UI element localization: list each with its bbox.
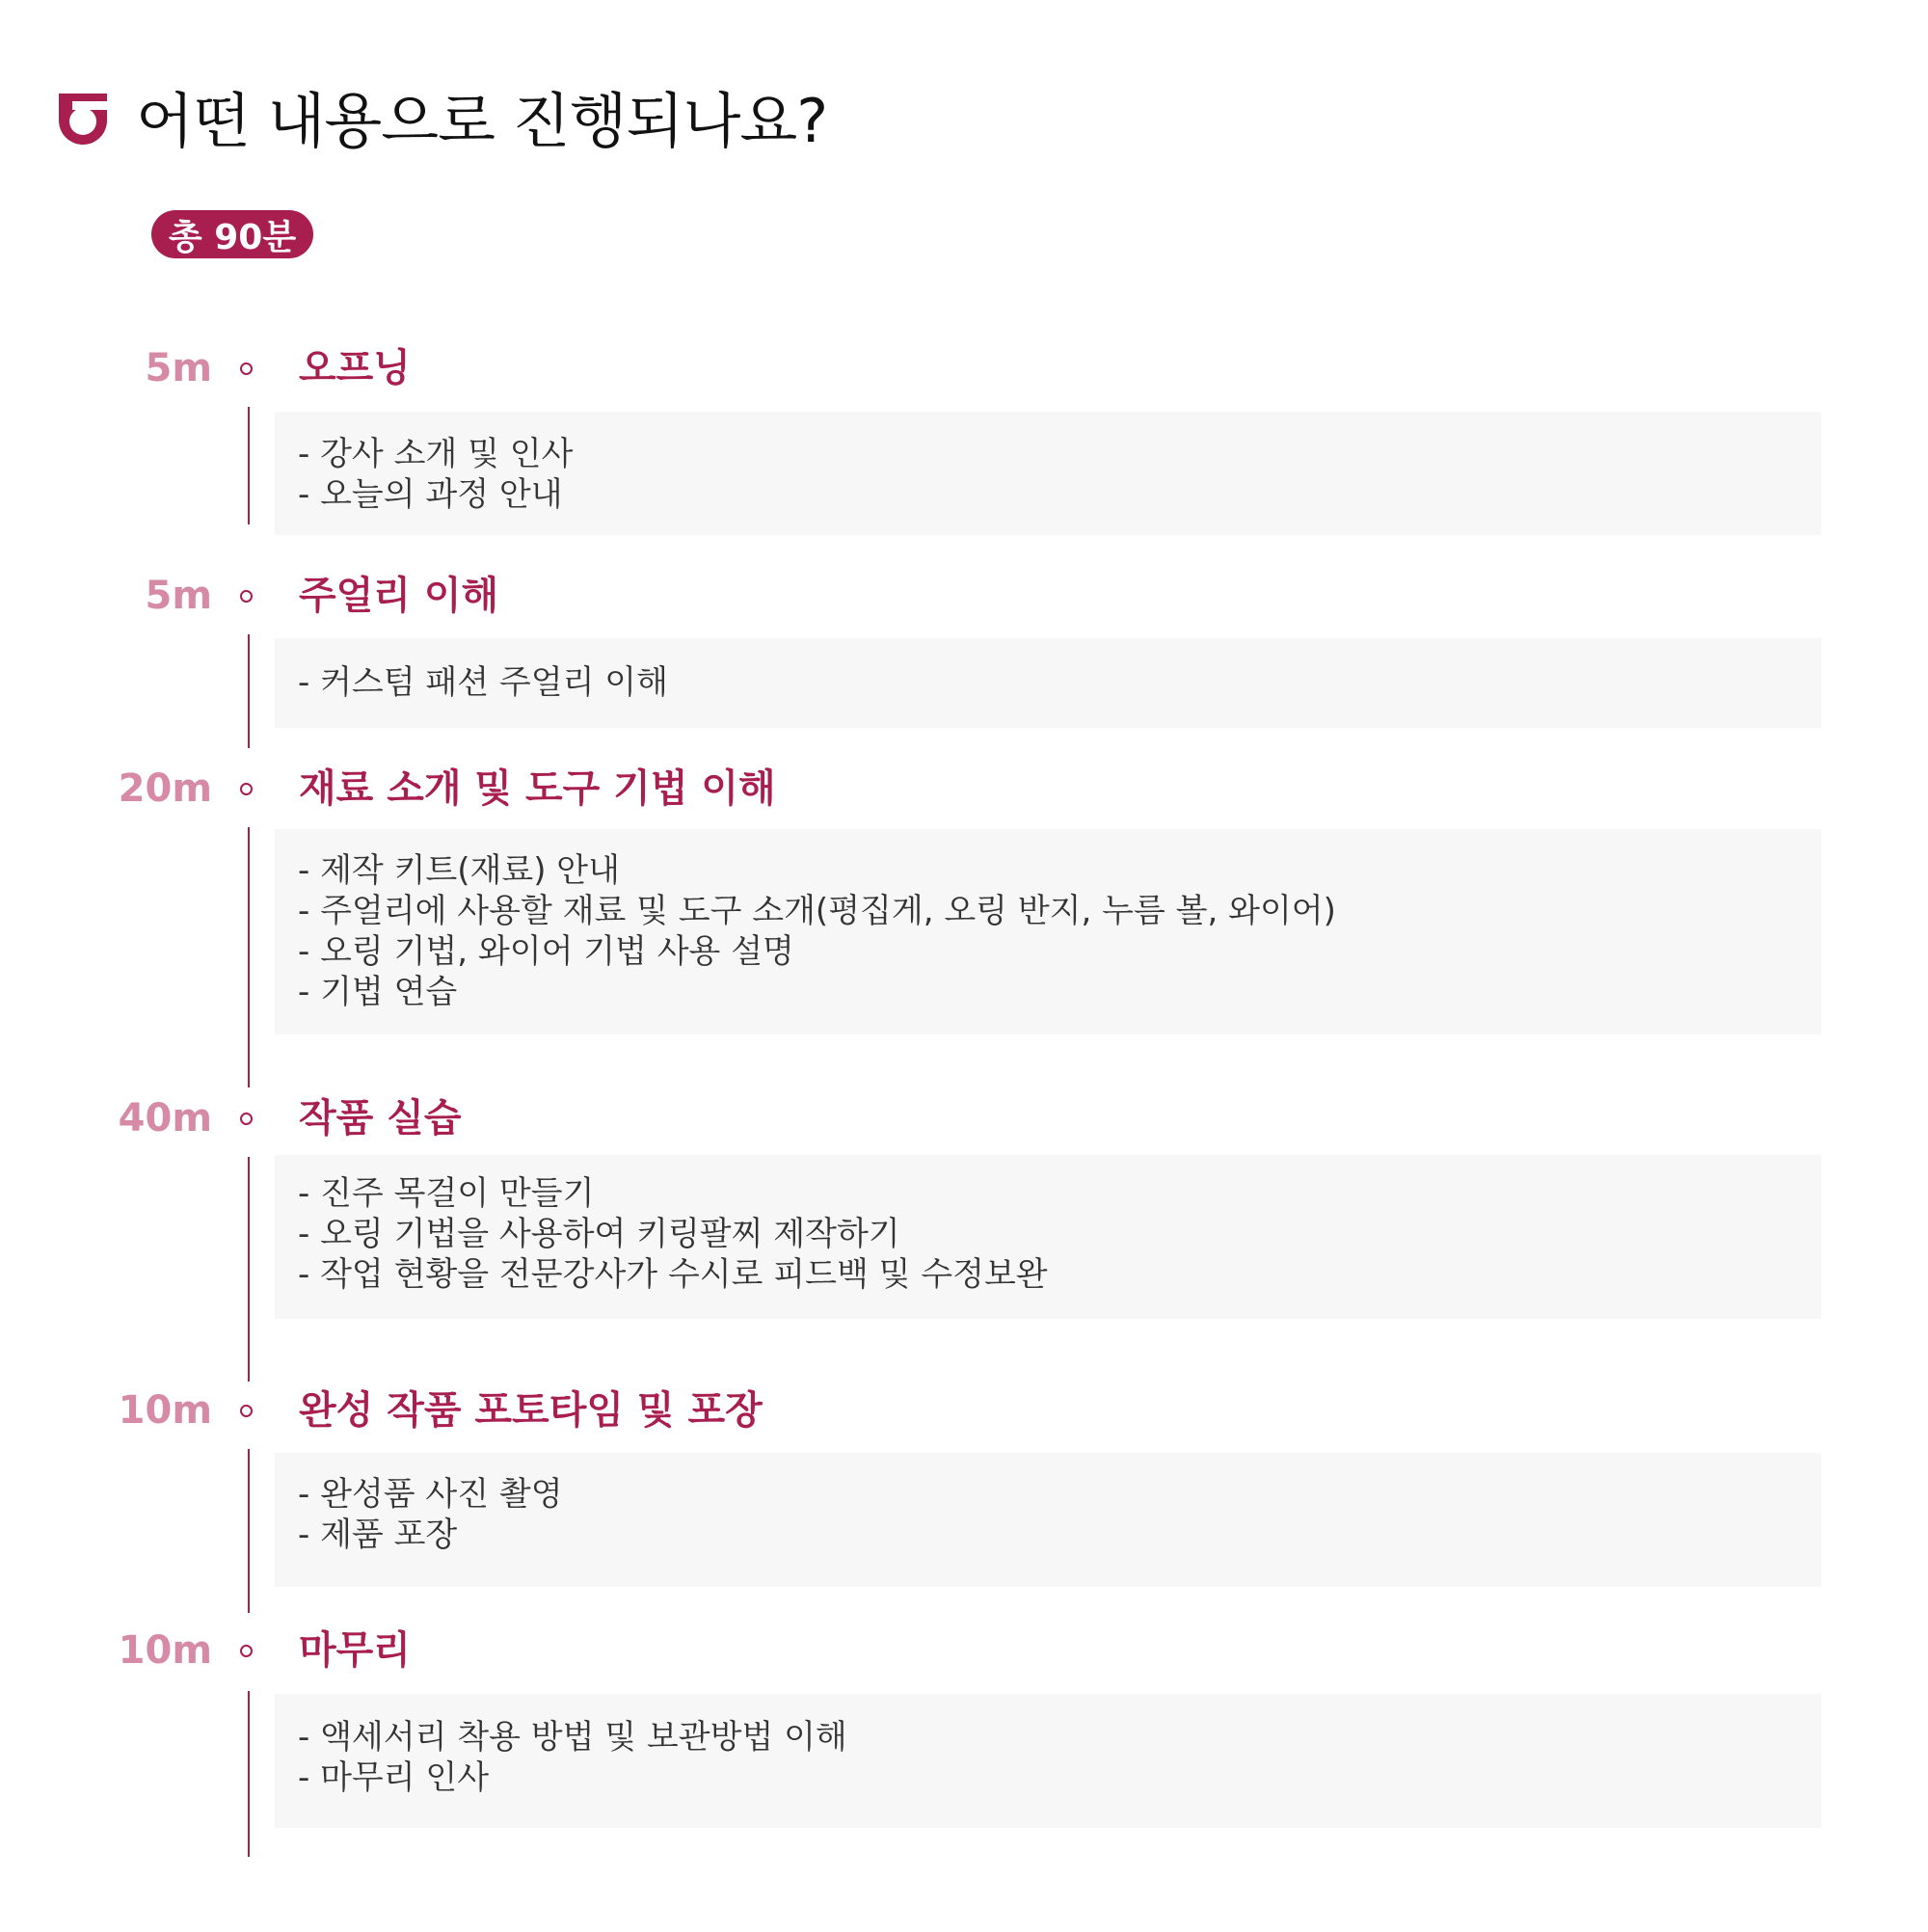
section-title: 마무리 — [299, 1628, 411, 1673]
list-item: - 제작 키트(재료) 안내 — [298, 851, 620, 890]
list-item: - 오늘의 과정 안내 — [298, 475, 563, 514]
list-item: - 기법 연습 — [298, 973, 458, 1011]
timeline-dot — [240, 362, 253, 375]
list-item: - 완성품 사진 촬영 — [298, 1475, 563, 1514]
brand-logo-icon — [53, 86, 113, 146]
section-detail-card — [275, 829, 1821, 1034]
section-title: 주얼리 이해 — [299, 574, 499, 618]
section-detail-card — [275, 412, 1821, 535]
timeline-dot — [240, 590, 253, 603]
timeline-line — [248, 1691, 250, 1857]
page-title: 어떤 내용으로 진행되나요? — [136, 85, 828, 156]
list-item: - 제품 포장 — [298, 1516, 458, 1554]
section-time: 5m — [145, 346, 212, 390]
page-header — [53, 72, 827, 159]
section-detail-card — [275, 638, 1821, 728]
list-item: - 진주 목걸이 만들기 — [298, 1174, 595, 1213]
total-duration-badge: 총 90분 — [151, 210, 313, 258]
list-item: - 주얼리에 사용할 재료 및 도구 소개(평집게, 오링 반지, 누름 볼, 와이어) — [298, 892, 1336, 930]
section-time: 10m — [118, 1628, 212, 1673]
section-time: 20m — [118, 766, 212, 811]
section-title: 완성 작품 포토타임 및 포장 — [299, 1388, 763, 1433]
section-detail-card — [275, 1453, 1821, 1587]
timeline-line — [248, 407, 250, 524]
timeline-line — [248, 827, 250, 1087]
list-item: - 오링 기법을 사용하여 키링팔찌 제작하기 — [298, 1215, 900, 1253]
timeline-dot — [240, 1405, 253, 1417]
section-time: 10m — [118, 1388, 212, 1433]
list-item: - 작업 현황을 전문강사가 수시로 피드백 및 수정보완 — [298, 1255, 1048, 1294]
section-detail-card — [275, 1155, 1821, 1319]
timeline-dot — [240, 1113, 253, 1125]
list-item: - 오링 기법, 와이어 기법 사용 설명 — [298, 932, 794, 971]
timeline-dot — [240, 1645, 253, 1657]
list-item: - 커스텀 패션 주얼리 이해 — [298, 663, 668, 702]
list-item: - 마무리 인사 — [298, 1758, 490, 1797]
timeline-dot — [240, 783, 253, 795]
section-time: 5m — [145, 574, 212, 618]
section-title: 작품 실습 — [299, 1096, 462, 1140]
timeline-line — [248, 1157, 250, 1382]
section-title: 재료 소개 및 도구 기법 이해 — [299, 766, 776, 811]
section-detail-card — [275, 1694, 1821, 1828]
section-time: 40m — [118, 1096, 212, 1140]
timeline-line — [248, 1449, 250, 1613]
list-item: - 강사 소개 및 인사 — [298, 435, 574, 473]
list-item: - 액세서리 착용 방법 및 보관방법 이해 — [298, 1718, 847, 1757]
timeline-line — [248, 634, 250, 748]
section-title: 오프닝 — [299, 346, 411, 390]
